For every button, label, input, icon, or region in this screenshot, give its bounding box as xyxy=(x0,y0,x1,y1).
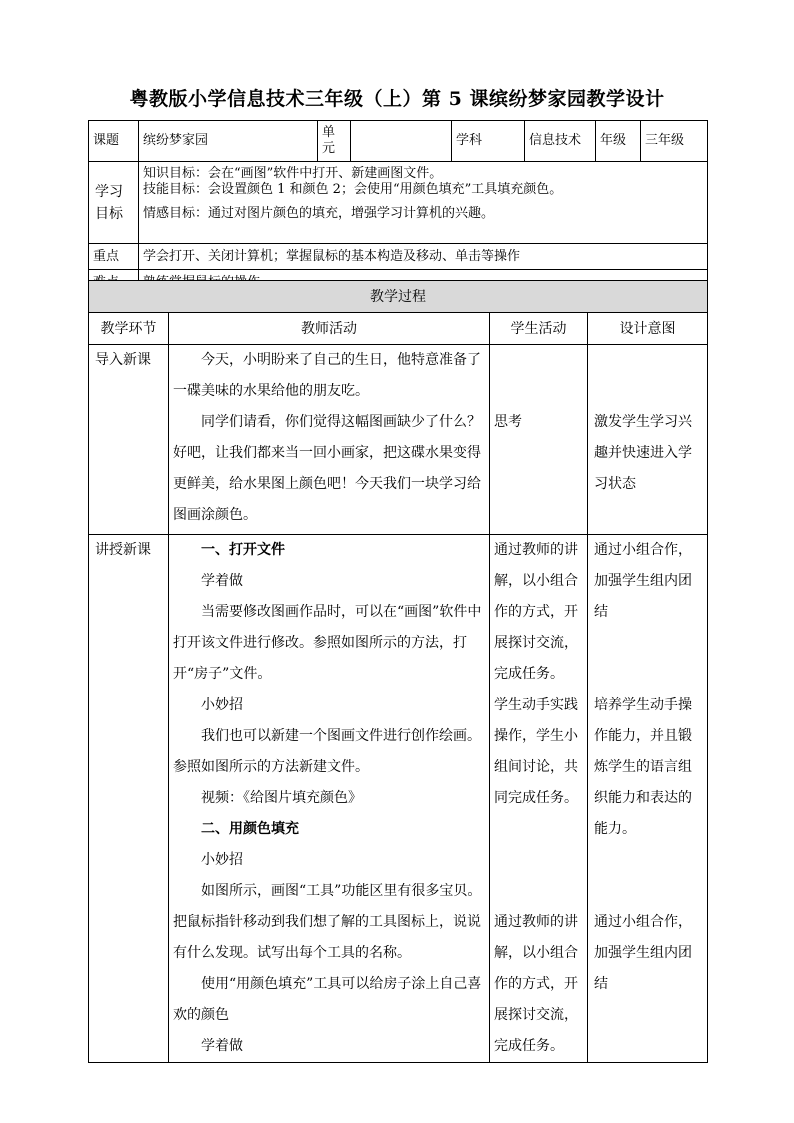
intro-intent-text: 激发学生学习兴趣并快速进入学习状态 xyxy=(594,414,692,492)
lecture-intent-2: 培养学生动手操作能力，并且锻炼学生的语言组织能力和表达的能力。 xyxy=(594,697,692,837)
info-table xyxy=(88,120,708,296)
lecture-learn-by-doing-2: 学着做 xyxy=(201,1038,243,1054)
grade-label: 年级 xyxy=(596,121,641,162)
lecture-intent-1: 通过小组合作，加强学生组内团结 xyxy=(594,542,692,620)
lecture-teacher xyxy=(169,535,490,1063)
intro-teacher-para-2: 同学们请看，你们觉得这幅图画缺少了什么？好吧，让我们都来当一回小画家，把这碟水果变得更鲜美，给水果图上颜色吧！今天我们一块学习给图画涂颜色。 xyxy=(173,414,481,523)
lecture-intent xyxy=(588,535,708,1063)
lecture-open-file-text: 当需要修改图画作品时，可以在“画图”软件中打开该文件进行修改。参照如图所示的方法，打开“房子”文件。 xyxy=(173,604,482,682)
key-value: 学会打开、关闭计算机；掌握鼠标的基本构造及移动、单击等操作 xyxy=(139,244,708,270)
intro-student-text: 思考 xyxy=(494,414,522,430)
lecture-stage: 讲授新课 xyxy=(89,535,169,1063)
objective-emotion: 情感目标：通过对图片颜色的填充，增强学习计算机的兴趣。 xyxy=(143,206,495,221)
header-teacher: 教师活动 xyxy=(169,313,490,345)
page-title: 粤教版小学信息技术三年级（上）第 5 课缤纷梦家园教学设计 xyxy=(129,88,665,110)
lecture-student-1: 通过教师的讲解，以小组合作的方式，开展探讨交流，完成任务。 xyxy=(494,542,578,682)
intro-stage: 导入新课 xyxy=(89,345,169,535)
intro-student xyxy=(490,345,588,535)
objectives-label: 学习目标 xyxy=(89,162,139,244)
topic-value: 缤纷梦家园 xyxy=(139,121,318,162)
header-student: 学生活动 xyxy=(490,313,588,345)
subject-label: 学科 xyxy=(452,121,525,162)
key-label: 重点 xyxy=(89,244,139,270)
lecture-tip-2: 小妙招 xyxy=(201,852,243,868)
lecture-video: 视频：《给图片填充颜色》 xyxy=(201,790,362,806)
unit-value xyxy=(351,121,452,162)
lecture-student-3: 通过教师的讲解，以小组合作的方式，开展探讨交流，完成任务。 xyxy=(494,914,578,1054)
topic-label: 课题 xyxy=(89,121,139,162)
objectives-cell xyxy=(139,162,708,244)
objective-skill: 技能目标：会设置颜色 1 和颜色 2；会使用“用颜色填充”工具填充颜色。 xyxy=(143,182,563,197)
intro-teacher xyxy=(169,345,490,535)
table-row xyxy=(89,345,708,535)
subject-value: 信息技术 xyxy=(525,121,596,162)
lecture-tip-1: 小妙招 xyxy=(201,697,243,713)
process-section-title: 教学过程 xyxy=(89,281,708,313)
lecture-intent-3: 通过小组合作，加强学生组内团结 xyxy=(594,914,692,992)
lecture-student-2: 学生动手实践操作，学生小组间讨论，共同完成任务。 xyxy=(494,697,578,806)
lecture-heading-open-file: 一、打开文件 xyxy=(201,542,285,558)
lecture-new-file-text: 我们也可以新建一个图画文件进行创作绘画。参照如图所示的方法新建文件。 xyxy=(173,728,481,775)
lecture-learn-by-doing-1: 学着做 xyxy=(201,573,243,589)
lecture-student xyxy=(490,535,588,1063)
unit-label: 单元 xyxy=(318,121,351,162)
lecture-heading-fill: 二、用颜色填充 xyxy=(201,821,299,837)
table-row xyxy=(89,535,708,1063)
intro-intent xyxy=(588,345,708,535)
grade-value: 三年级 xyxy=(641,121,708,162)
process-table xyxy=(88,280,708,1063)
intro-teacher-para-1: 今天，小明盼来了自己的生日，他特意准备了一碟美味的水果给他的朋友吃。 xyxy=(173,352,481,399)
objective-knowledge: 知识目标：会在“画图”软件中打开、新建画图文件。 xyxy=(143,166,443,181)
lecture-fill-text: 使用“用颜色填充”工具可以给房子涂上自己喜欢的颜色 xyxy=(173,976,482,1023)
header-intent: 设计意图 xyxy=(588,313,708,345)
header-stage: 教学环节 xyxy=(89,313,169,345)
lecture-tools-text: 如图所示，画图“工具”功能区里有很多宝贝。把鼠标指针移动到我们想了解的工具图标上，说说有什么发现。试写出每个工具的名称。 xyxy=(173,883,482,961)
